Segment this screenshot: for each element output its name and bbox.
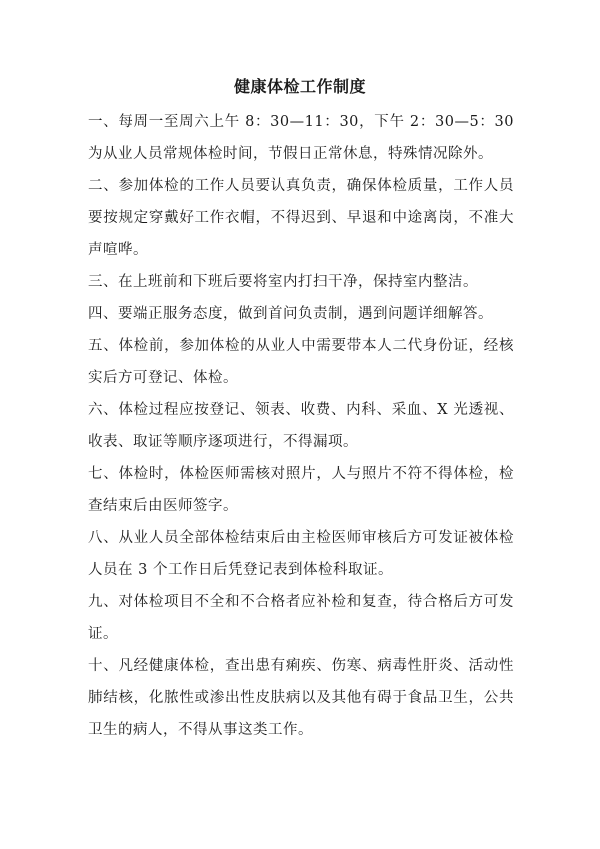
paragraph-2: 二、参加体检的工作人员要认真负责，确保体检质量，工作人员要按规定穿戴好工作衣帽，不得迟到、早退和中途离岗，不准大声喧哗。 [88, 178, 514, 258]
paragraph-9: 九、对体检项目不全和不合格者应补检和复查，待合格后方可发证。 [88, 594, 514, 642]
document-body [88, 106, 514, 746]
paragraph-3: 三、在上班前和下班后要将室内打扫干净，保持室内整洁。 [88, 274, 478, 290]
paragraph-1: 一、每周一至周六上午 8：30—11：30，下午 2：30—5：30 为从业人员常规体检时间，节假日正常休息，特殊情况除外。 [88, 114, 514, 162]
paragraph-8: 八、从业人员全部体检结束后由主检医师审核后方可发证被体检人员在 3 个工作日后凭登记表到体检科取证。 [88, 530, 514, 578]
paragraph-4: 四、要端正服务态度，做到首问负责制，遇到问题详细解答。 [88, 306, 493, 322]
paragraph-6: 六、体检过程应按登记、领表、收费、内科、采血、X 光透视、收表、取证等顺序逐项进行，不得漏项。 [88, 402, 514, 450]
document-title: 健康体检工作制度 [233, 77, 366, 96]
paragraph-5: 五、体检前，参加体检的从业人中需要带本人二代身份证，经核实后方可登记、体检。 [88, 338, 514, 386]
paragraph-10: 十、凡经健康体检，查出患有痢疾、伤寒、病毒性肝炎、活动性肺结核，化脓性或渗出性皮肤病以及其他有碍于食品卫生，公共卫生的病人，不得从事这类工作。 [88, 658, 514, 738]
paragraph-7: 七、体检时，体检医师需核对照片，人与照片不符不得体检，检查结束后由医师签字。 [88, 466, 514, 514]
